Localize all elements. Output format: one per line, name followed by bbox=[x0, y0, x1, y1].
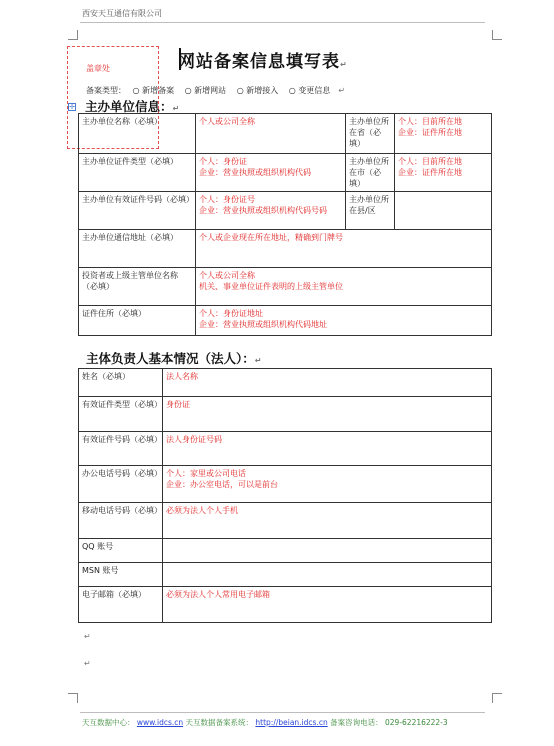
field-value[interactable]: 必须为法人个人手机 bbox=[163, 503, 492, 539]
field-value[interactable]: 个人或公司全称 bbox=[196, 114, 346, 154]
field-value[interactable]: 必须为法人个人常用电子邮箱 bbox=[163, 587, 492, 623]
field-value[interactable]: 个人：目前所在地 企业：证件所在地 bbox=[395, 154, 492, 192]
record-type-label: 备案类型： bbox=[86, 86, 126, 95]
record-type-row: 备案类型： ○ 新增备案 ○ 新增网站 ○ 新增接入 ○ 变更信息 ↵ bbox=[86, 86, 346, 95]
table-row bbox=[79, 432, 492, 466]
section-heading-organizer: 主办单位信息：↵ bbox=[85, 99, 180, 114]
margin-corner-mark bbox=[68, 30, 78, 40]
field-label: 主办单位所在省（必填） bbox=[346, 114, 395, 154]
footer-phone: 029-62216222-3 bbox=[385, 718, 448, 727]
field-label: 证件住所（必填） bbox=[79, 306, 196, 336]
field-label: 主办单位所在县/区 bbox=[346, 192, 395, 230]
record-type-option[interactable]: ○ 新增接入 bbox=[236, 86, 279, 95]
record-type-option[interactable]: ○ 新增网站 bbox=[184, 86, 227, 95]
section-heading-legal-person: 主体负责人基本情况（法人）：↵ bbox=[86, 351, 262, 366]
field-label: 主办单位所在市（必填） bbox=[346, 154, 395, 192]
footer bbox=[82, 717, 448, 728]
field-value[interactable]: 个人：目前所在地 企业：证件所在地 bbox=[395, 114, 492, 154]
table-move-handle-icon[interactable]: ✛ bbox=[69, 103, 75, 111]
footer-rule bbox=[80, 712, 485, 713]
table-row bbox=[79, 466, 492, 503]
margin-corner-mark bbox=[68, 693, 78, 703]
field-value[interactable] bbox=[163, 563, 492, 587]
field-value[interactable]: 个人：身份证地址 企业：营业执照或组织机构代码地址 bbox=[196, 306, 492, 336]
field-label: 姓名（必填） bbox=[79, 369, 163, 397]
paragraph-mark: ↵ bbox=[84, 659, 91, 668]
footer-label: 天互数据中心： bbox=[82, 718, 135, 727]
table-row bbox=[79, 268, 492, 306]
field-label: 主办单位证件类型（必填） bbox=[79, 154, 196, 192]
table-row bbox=[79, 563, 492, 587]
field-label: 移动电话号码（必填） bbox=[79, 503, 163, 539]
table-row bbox=[79, 369, 492, 397]
field-value[interactable]: 法人身份证号码 bbox=[163, 432, 492, 466]
field-value[interactable]: 身份证 bbox=[163, 397, 492, 432]
table-row bbox=[79, 397, 492, 432]
field-label: 电子邮箱（必填） bbox=[79, 587, 163, 623]
legal-person-table bbox=[78, 368, 492, 623]
field-label: 主办单位通信地址（必填） bbox=[79, 230, 196, 268]
table-row bbox=[79, 192, 492, 230]
footer-label: 备案咨询电话： bbox=[330, 718, 383, 727]
field-value[interactable]: 法人名称 bbox=[163, 369, 492, 397]
table-row bbox=[79, 539, 492, 563]
header-rule bbox=[80, 22, 485, 23]
field-value[interactable]: 个人或公司全称 机关、事业单位证件表明的上级主管单位 bbox=[196, 268, 492, 306]
field-label: 投资者或上级主管单位名称（必填） bbox=[79, 268, 196, 306]
footer-link-beian[interactable]: http://beian.idcs.cn bbox=[255, 718, 328, 727]
margin-corner-mark bbox=[492, 693, 502, 703]
organizer-info-table bbox=[78, 113, 492, 336]
field-value[interactable] bbox=[395, 192, 492, 230]
record-type-option[interactable]: ○ 变更信息 bbox=[288, 86, 331, 95]
field-value[interactable]: 个人：家里或公司电话 企业：办公室电话，可以是前台 bbox=[163, 466, 492, 503]
field-label: 办公电话号码（必填） bbox=[79, 466, 163, 503]
table-row bbox=[79, 503, 492, 539]
field-value[interactable]: 个人：身份证号 企业：营业执照或组织机构代码号码 bbox=[196, 192, 346, 230]
field-value[interactable] bbox=[163, 539, 492, 563]
margin-corner-mark bbox=[492, 30, 502, 40]
field-label: QQ 账号 bbox=[79, 539, 163, 563]
header-company-name: 西安天互通信有限公司 bbox=[82, 9, 162, 18]
field-value[interactable]: 个人：身份证 企业：营业执照或组织机构代码 bbox=[196, 154, 346, 192]
table-row bbox=[79, 114, 492, 154]
table-row bbox=[79, 154, 492, 192]
stamp-area-label: 盖章处 bbox=[86, 64, 110, 73]
field-label: 主办单位名称（必填） bbox=[79, 114, 196, 154]
field-label: 有效证件号码（必填） bbox=[79, 432, 163, 466]
paragraph-mark: ↵ bbox=[84, 632, 91, 641]
record-type-option[interactable]: ○ 新增备案 bbox=[132, 86, 175, 95]
field-value[interactable]: 个人或企业现在所在地址，精确到门牌号 bbox=[196, 230, 492, 268]
footer-label: 天互数据备案系统： bbox=[185, 718, 254, 727]
field-label: MSN 账号 bbox=[79, 563, 163, 587]
field-label: 主办单位有效证件号码（必填） bbox=[79, 192, 196, 230]
table-row bbox=[79, 306, 492, 336]
field-label: 有效证件类型（必填） bbox=[79, 397, 163, 432]
table-row bbox=[79, 587, 492, 623]
footer-link-website[interactable]: www.idcs.cn bbox=[136, 718, 184, 727]
document-title: 网站备案信息填写表↵ bbox=[178, 52, 348, 72]
table-row bbox=[79, 230, 492, 268]
